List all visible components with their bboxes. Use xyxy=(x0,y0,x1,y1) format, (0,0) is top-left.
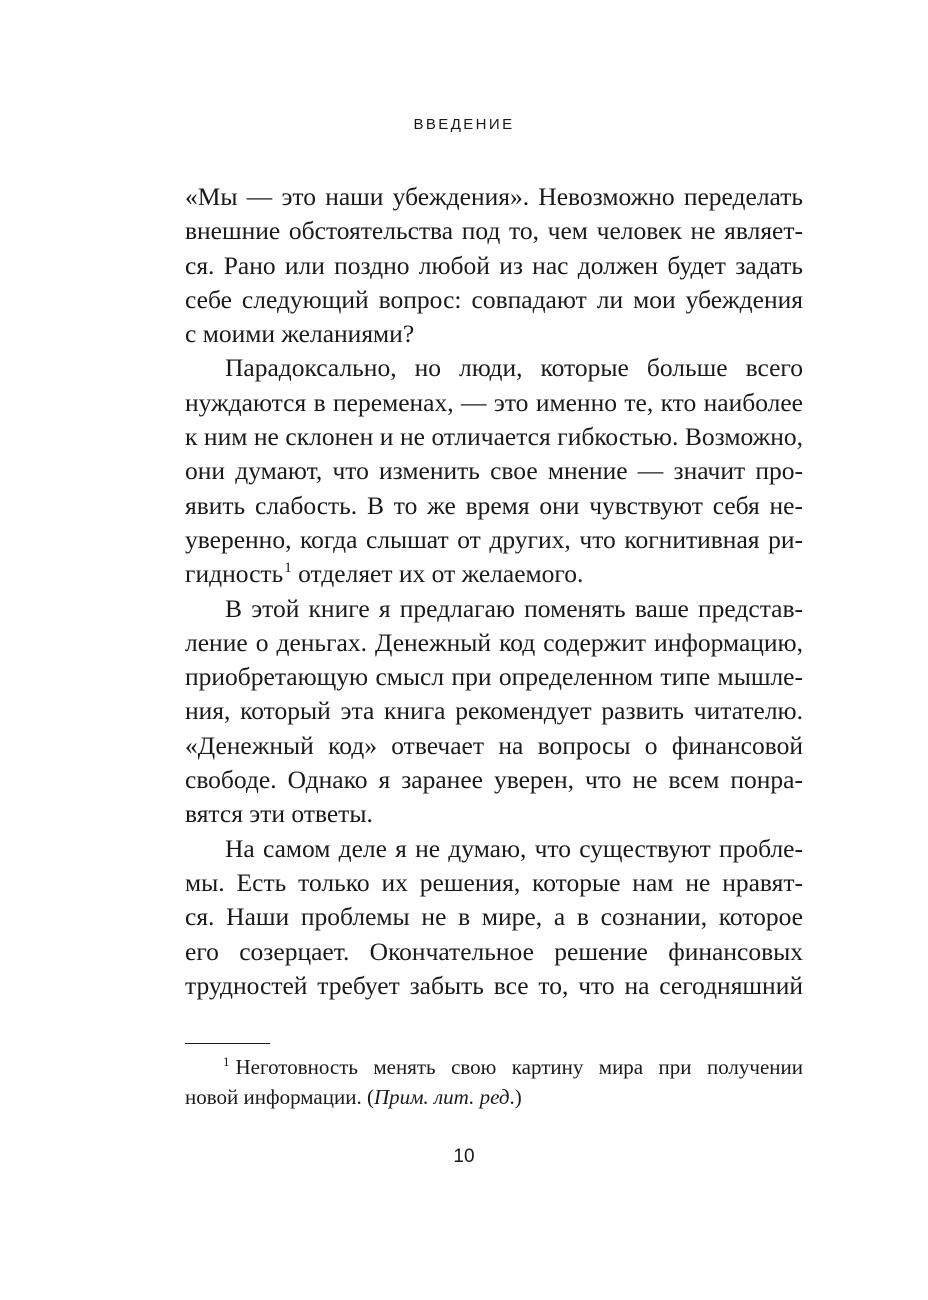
text-line: свободе. Однако я заранее уверен, что не всем понра- xyxy=(185,765,803,795)
footnote-line xyxy=(185,1082,803,1112)
footnote-text: новой информации. ( xyxy=(185,1085,374,1109)
running-header: ВВЕДЕНИЕ xyxy=(413,116,515,133)
text-line: Парадоксально, но люди, которые больше всего xyxy=(225,353,803,383)
text-fragment: отделяет их от желаемого. xyxy=(291,559,584,589)
footnote-number: 1 xyxy=(223,1054,230,1069)
paragraph xyxy=(185,592,803,832)
page-number: 10 xyxy=(453,1146,475,1167)
text-line: уверенно, когда слышат от других, что когнитивная ри- xyxy=(185,524,803,554)
footnote-text: .) xyxy=(509,1085,522,1109)
paragraph xyxy=(185,832,803,1003)
text-line: мы. Есть только их решения, которые нам не нравят- xyxy=(185,867,803,897)
text-line: трудностей требует забыть все то, что на сегодняшний xyxy=(185,970,803,1000)
text-line: ся. Наши проблемы не в мире, а в сознании, которое xyxy=(185,902,803,932)
text-line: «Денежный код» отвечает на вопросы о финансовой xyxy=(185,730,803,760)
text-line: они думают, что изменить свое мнение — значит про- xyxy=(185,456,803,486)
text-line: приобретающую смысл при определенном типе мышле- xyxy=(185,662,803,692)
main-text xyxy=(185,180,803,1003)
text-line: явить слабость. В то же время они чувствуют себя не- xyxy=(185,490,803,520)
text-line: ся. Рано или поздно любой из нас должен будет задать xyxy=(185,250,803,280)
text-line: с моими желаниями? xyxy=(185,319,415,349)
text-line: вятся эти ответы. xyxy=(185,799,373,829)
text-line: внешние обстоятельства под то, чем человек не являет- xyxy=(185,216,803,246)
text-line: ния, который эта книга рекомендует развить читателю. xyxy=(185,696,803,726)
footnote-reference[interactable]: 1 xyxy=(284,560,292,577)
text-line: В этой книге я предлагаю поменять ваше представ- xyxy=(225,593,803,623)
text-line: На самом деле я не думаю, что существуют пробле- xyxy=(225,833,803,863)
footnote xyxy=(185,1052,803,1112)
footnote-text: Неготовность менять свою картину мира при получении xyxy=(235,1055,803,1079)
text-line: его созерцает. Окончательное решение финансовых xyxy=(185,936,803,966)
paragraph xyxy=(185,351,803,591)
text-line: себе следующий вопрос: совпадают ли мои убеждения xyxy=(185,284,803,314)
footnote-line xyxy=(185,1052,803,1082)
text-line xyxy=(185,557,803,591)
text-line: нуждаются в переменах, — это именно те, кто наиболее xyxy=(185,387,803,417)
text-line: к ним не склонен и не отличается гибкостью. Возможно, xyxy=(185,422,803,452)
text-line: ление о деньгах. Денежный код содержит информацию, xyxy=(185,627,803,657)
text-line: «Мы — это наши убеждения». Невозможно переделать xyxy=(185,182,803,211)
paragraph xyxy=(185,180,803,351)
text-fragment: гидность xyxy=(185,559,284,589)
footnote-italic: Прим. лит. ред xyxy=(373,1085,510,1109)
footnote-divider xyxy=(185,1043,270,1044)
